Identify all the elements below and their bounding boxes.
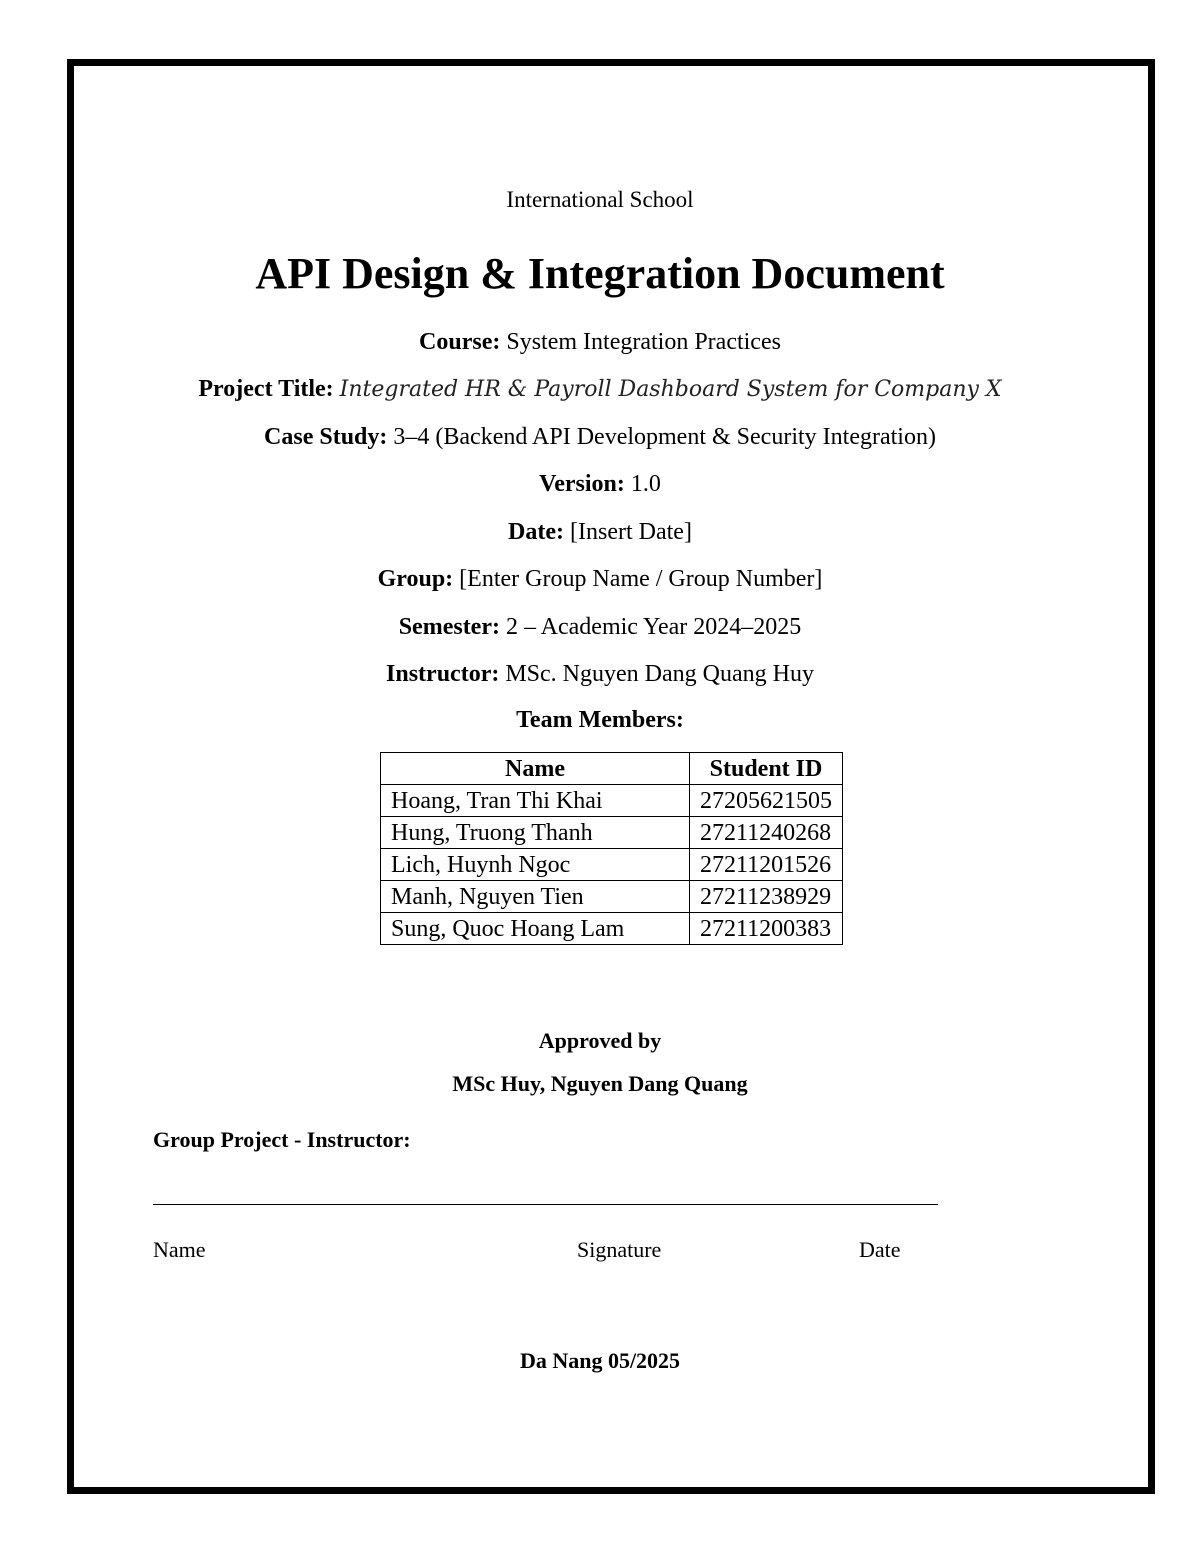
member-name: Sung, Quoc Hoang Lam bbox=[381, 913, 690, 945]
table-row bbox=[381, 913, 843, 945]
member-student-id: 27211200383 bbox=[690, 913, 843, 945]
instructor-value: MSc. Nguyen Dang Quang Huy bbox=[499, 661, 814, 687]
member-student-id: 27211238929 bbox=[690, 881, 843, 913]
member-student-id: 27205621505 bbox=[690, 785, 843, 817]
course-line bbox=[0, 329, 1200, 356]
document-title: API Design & Integration Document bbox=[255, 249, 945, 298]
instructor-line bbox=[0, 661, 1200, 688]
member-name: Lich, Huynh Ngoc bbox=[381, 849, 690, 881]
team-members-heading: Team Members: bbox=[516, 707, 684, 733]
signature-line bbox=[153, 1204, 938, 1205]
column-header-student-id: Student ID bbox=[690, 753, 843, 785]
member-name: Hung, Truong Thanh bbox=[381, 817, 690, 849]
project-title-label: Project Title: bbox=[198, 376, 334, 402]
date-label: Date: bbox=[508, 519, 565, 545]
member-student-id: 27211240268 bbox=[690, 817, 843, 849]
member-name: Hoang, Tran Thi Khai bbox=[381, 785, 690, 817]
table-row bbox=[381, 849, 843, 881]
table-row bbox=[381, 881, 843, 913]
case-study-label: Case Study: bbox=[264, 424, 388, 450]
date-line bbox=[0, 519, 1200, 546]
version-label: Version: bbox=[539, 471, 625, 497]
team-members-table bbox=[380, 752, 843, 945]
group-label: Group: bbox=[377, 566, 454, 592]
case-study-line bbox=[0, 424, 1200, 451]
course-label: Course: bbox=[419, 329, 501, 355]
project-title-value: Integrated HR & Payroll Dashboard System for Company X bbox=[339, 377, 1002, 402]
table-header-row bbox=[381, 753, 843, 785]
case-study-value: 3–4 (Backend API Development & Security Integration) bbox=[387, 424, 936, 450]
project-title-line bbox=[0, 376, 1200, 403]
table-row bbox=[381, 785, 843, 817]
signature-signature-label: Signature bbox=[577, 1237, 662, 1262]
school-name: International School bbox=[506, 187, 694, 212]
column-header-name: Name bbox=[381, 753, 690, 785]
version-line bbox=[0, 471, 1200, 498]
approved-by-label: Approved by bbox=[538, 1028, 662, 1053]
member-name: Manh, Nguyen Tien bbox=[381, 881, 690, 913]
semester-label: Semester: bbox=[398, 614, 500, 640]
approver-name: MSc Huy, Nguyen Dang Quang bbox=[452, 1071, 748, 1096]
signature-date-label: Date bbox=[859, 1237, 901, 1262]
instructor-label: Instructor: bbox=[386, 661, 500, 687]
group-value: [Enter Group Name / Group Number] bbox=[453, 566, 823, 592]
group-project-instructor-label: Group Project - Instructor: bbox=[153, 1127, 411, 1152]
semester-line bbox=[0, 614, 1200, 641]
date-value: [Insert Date] bbox=[564, 519, 692, 545]
group-line bbox=[0, 566, 1200, 593]
signature-name-label: Name bbox=[153, 1237, 206, 1262]
semester-value: 2 – Academic Year 2024–2025 bbox=[499, 614, 802, 640]
course-value: System Integration Practices bbox=[500, 329, 781, 355]
table-row bbox=[381, 817, 843, 849]
member-student-id: 27211201526 bbox=[690, 849, 843, 881]
place-and-date: Da Nang 05/2025 bbox=[519, 1348, 681, 1373]
version-value: 1.0 bbox=[624, 471, 661, 497]
